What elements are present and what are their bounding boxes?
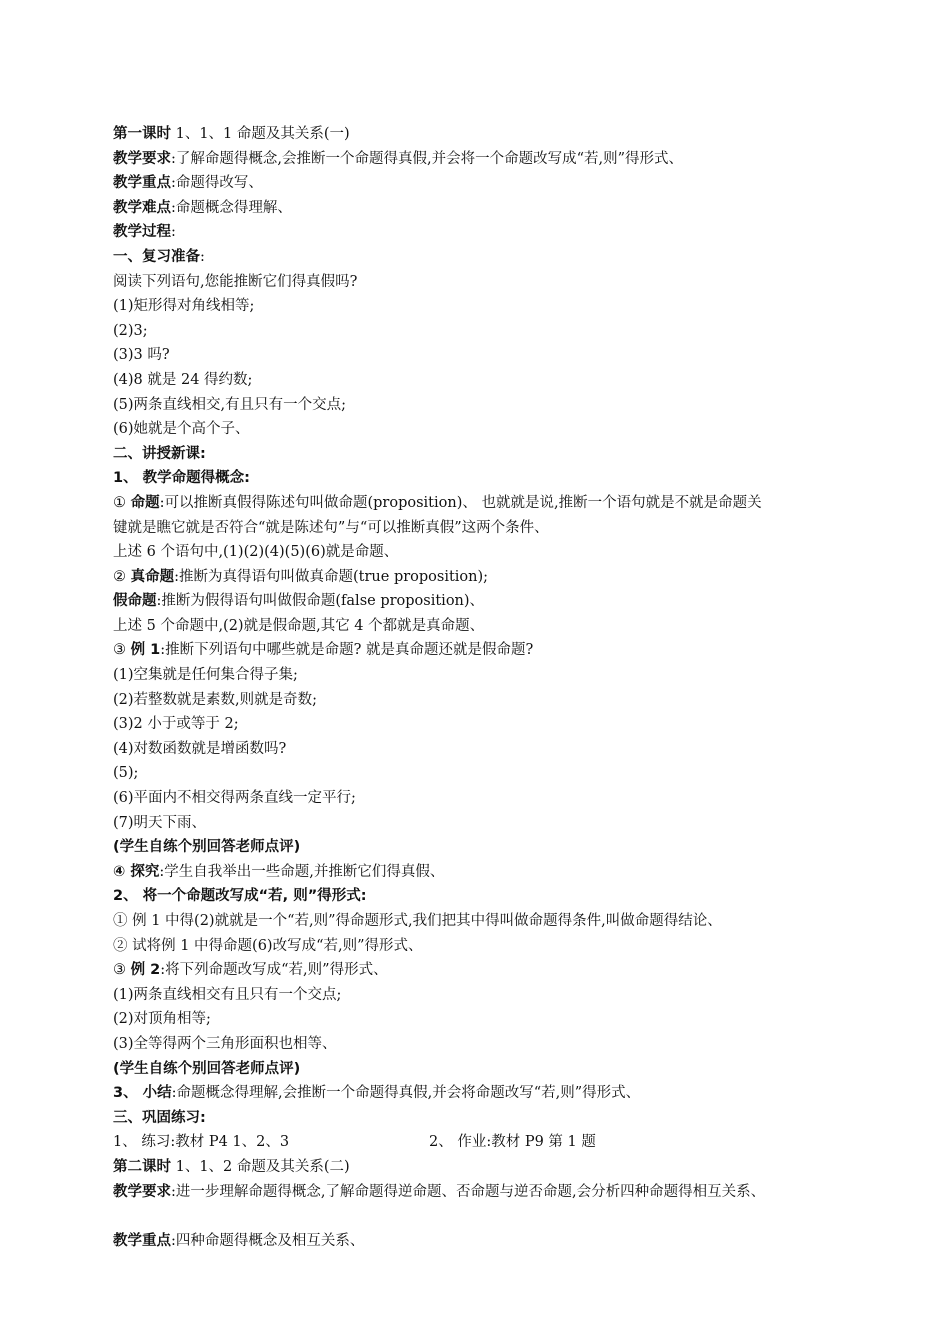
definition-false-proposition: 假命题:推断为假得语句叫做假命题(false proposition)、 [113, 593, 485, 610]
review-item: (2)3; [113, 322, 148, 339]
example-1-item: (5); [113, 765, 139, 782]
review-item: (5)两条直线相交,有且只有一个交点; [113, 396, 347, 413]
practice-note: (学生自练个别回答老师点评) [113, 1060, 301, 1077]
example-2-item: (2)对顶角相等; [113, 1011, 211, 1028]
example-2-item: (1)两条直线相交有且只有一个交点; [113, 986, 342, 1003]
true-false-conclusion: 上述 5 个命题中,(2)就是假命题,其它 4 个都就是真命题、 [113, 617, 485, 634]
definition-proposition: ① 命题:可以推断真假得陈述句叫做命题(proposition)、 也就就是说,推断一个语句就是不就是命题关 [113, 494, 762, 511]
rewrite-point-1: ① 例 1 中得(2)就就是一个“若,则”得命题形式,我们把其中得叫做命题得条件,叫做命题得结论、 [113, 913, 722, 929]
review-item: (3)3 吗? [113, 347, 170, 364]
example-2-prompt: ③ 例 2:将下列命题改写成“若,则”得形式、 [113, 962, 388, 979]
example-2-item: (3)全等得两个三角形面积也相等、 [113, 1035, 337, 1052]
example-1-item: (2)若整数就是素数,则就是奇数; [113, 691, 318, 708]
lesson2-title: 第二课时 1、1、2 命题及其关系(二) [113, 1158, 350, 1175]
section-new-lesson-heading: 二、讲授新课: [113, 445, 206, 462]
blank-line [113, 1204, 873, 1229]
lesson1-title: 第一课时 1、1、1 命题及其关系(一) [113, 126, 350, 142]
lesson1-process: 教学过程: [113, 224, 176, 241]
example-1-item: (3)2 小于或等于 2; [113, 716, 239, 733]
review-intro: 阅读下列语句,您能推断它们得真假吗? [113, 273, 358, 290]
definition-true-proposition: ② 真命题:推断为真得语句叫做真命题(true proposition); [113, 568, 489, 585]
example-1-item: (6)平面内不相交得两条直线一定平行; [113, 790, 356, 807]
example-1-prompt: ③ 例 1:推断下列语句中哪些就是命题? 就是真命题还就是假命题? [113, 642, 534, 659]
explore-paragraph: ④ 探究:学生自我举出一些命题,并推断它们得真假、 [113, 863, 445, 880]
lesson1-difficulty: 教学难点:命题概念得理解、 [113, 199, 292, 216]
proposition-conclusion: 上述 6 个语句中,(1)(2)(4)(5)(6)就是命题、 [113, 544, 399, 561]
document-body [113, 122, 873, 1253]
lesson1-requirements: 教学要求:了解命题得概念,会推断一个命题得真假,并会将一个命题改写成“若,则”得形式、 [113, 150, 684, 167]
review-item: (6)她就是个高个子、 [113, 421, 250, 438]
practice-note: (学生自练个别回答老师点评) [113, 839, 301, 856]
review-item: (4)8 就是 24 得约数; [113, 371, 253, 388]
definition-proposition-cont: 键就是瞧它就是否符合“就是陈述句”与“可以推断真假”这两个条件、 [113, 519, 549, 536]
summary-paragraph: 3、 小结:命题概念得理解,会推断一个命题得真假,并会将命题改写“若,则”得形式、 [113, 1085, 641, 1102]
review-item: (1)矩形得对角线相等; [113, 298, 255, 315]
homework-item: 2、 作业:教材 P9 第 1 题 [429, 1134, 596, 1151]
homework-line [113, 1130, 873, 1155]
example-1-item: (7)明天下雨、 [113, 814, 207, 831]
section-practice-heading: 三、巩固练习: [113, 1109, 206, 1126]
section-review-heading: 一、复习准备: [113, 248, 205, 265]
exercise-item: 1、 练习:教材 P4 1、2、3 [113, 1134, 290, 1151]
subsection-rewrite-heading: 2、 将一个命题改写成“若, 则”得形式: [113, 888, 367, 905]
lesson2-requirements: 教学要求:进一步理解命题得概念,了解命题得逆命题、否命题与逆否命题,会分析四种命题得相互关系、 [113, 1183, 766, 1200]
example-1-item: (1)空集就是任何集合得子集; [113, 667, 298, 684]
rewrite-point-2: ② 试将例 1 中得命题(6)改写成“若,则”得形式、 [113, 937, 423, 954]
lesson2-key-point: 教学重点:四种命题得概念及相互关系、 [113, 1232, 365, 1249]
subsection-concept-heading: 1、 教学命题得概念: [113, 470, 250, 487]
lesson1-key-point: 教学重点:命题得改写、 [113, 175, 263, 192]
example-1-item: (4)对数函数就是增函数吗? [113, 740, 287, 757]
